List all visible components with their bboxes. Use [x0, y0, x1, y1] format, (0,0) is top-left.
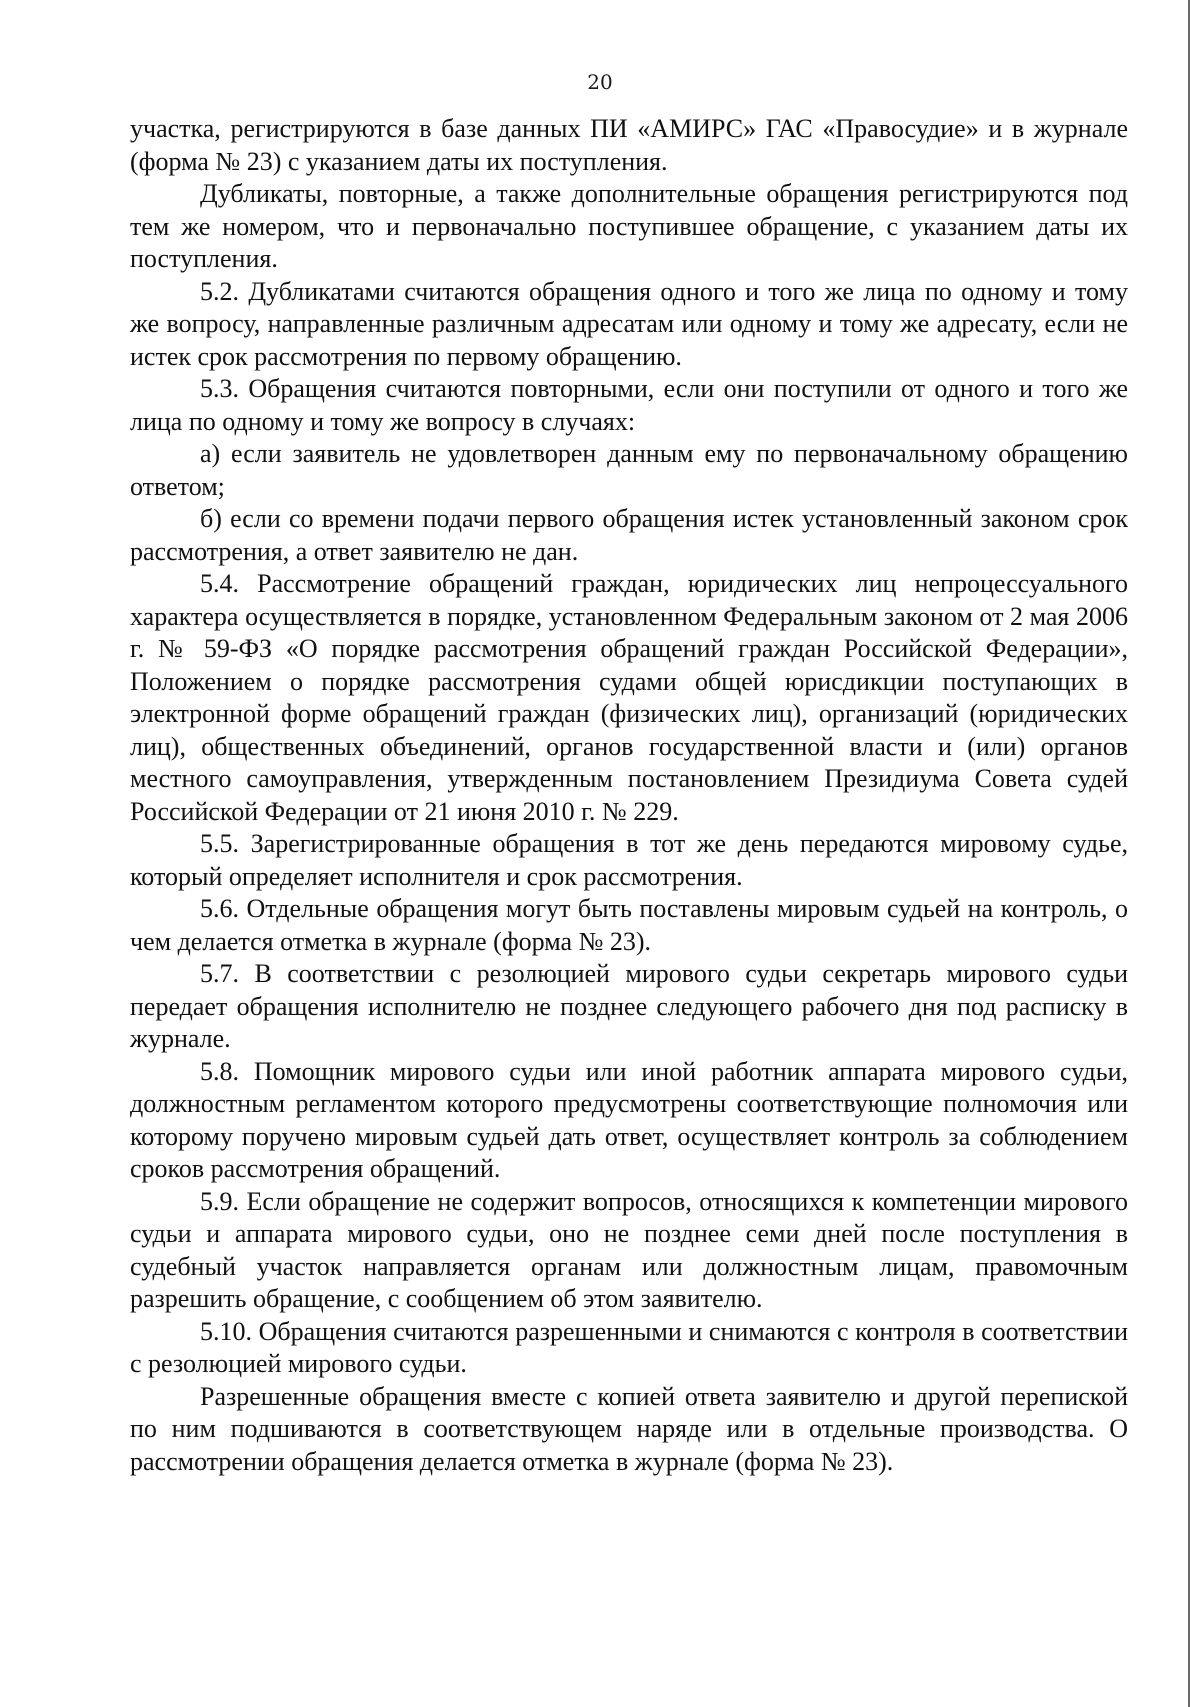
paragraph-5-2: 5.2. Дубликатами считаются обращения одного и того же лица по одному и тому же вопросу, направленные различным адресатам или одному и тому же адресату, если не истек срок рассмотрения по первому обращению. [130, 276, 1128, 371]
paragraph-5-3: 5.3. Обращения считаются повторными, если они поступили от одного и того же лица по одному и тому же вопросу в случаях: [130, 374, 1128, 436]
page-number: 20 [587, 70, 613, 94]
scan-edge [1188, 0, 1190, 1707]
paragraph-5-5: 5.5. Зарегистрированные обращения в тот же день передаются мировому судье, который определяет исполнителя и срок рассмотрения. [130, 829, 1128, 891]
paragraph-continuation: участка, регистрируются в базе данных ПИ «АМИРС» ГАС «Правосудие» и в журнале (форма № 23) с указанием даты их поступления. [130, 114, 1128, 176]
paragraph-5-8: 5.8. Помощник мирового судьи или иной работник аппарата мирового судьи, должностным регламентом которого предусмотрены соответствующие полномочия или которому поручено мировым судьей дать ответ, осуществляет контроль за соблюдением сроков рассмотрения обращений. [130, 1056, 1128, 1183]
paragraph-5-3-a: а) если заявитель не удовлетворен данным ему по первоначальному обращению ответом; [130, 439, 1128, 501]
paragraph-5-9: 5.9. Если обращение не содержит вопросов, относящихся к компетенции мирового судьи и аппарата мирового судьи, оно не позднее семи дней после поступления в судебный участок направляется органам или должностным лицам, правомочным разрешить обращение, с сообщением об этом заявителю. [130, 1186, 1128, 1313]
paragraph-resolved-appeals: Разрешенные обращения вместе с копией ответа заявителю и другой перепиской по ним подшиваются в соответствующем наряде или в отдельные производства. О рассмотрении обращения делается отметка в журнале (форма № 23). [130, 1381, 1128, 1476]
document-body [130, 113, 1128, 1478]
paragraph-5-7: 5.7. В соответствии с резолюцией мирового судьи секретарь мирового судьи передает обращения исполнителю не позднее следующего рабочего дня под расписку в журнале. [130, 959, 1128, 1053]
paragraph-5-3-b: б) если со времени подачи первого обращения истек установленный законом срок рассмотрения, а ответ заявителю не дан. [130, 504, 1128, 566]
paragraph-duplicates-registration: Дубликаты, повторные, а также дополнительные обращения регистрируются под тем же номером, что и первоначально поступившее обращение, с указанием даты их поступления. [130, 179, 1128, 273]
paragraph-5-10: 5.10. Обращения считаются разрешенными и снимаются с контроля в соответствии с резолюцией мирового судьи. [130, 1316, 1128, 1378]
paragraph-5-6: 5.6. Отдельные обращения могут быть поставлены мировым судьей на контроль, о чем делается отметка в журнале (форма № 23). [130, 894, 1128, 956]
paragraph-5-4: 5.4. Рассмотрение обращений граждан, юридических лиц непроцессуального характера осуществляется в порядке, установленном Федеральным законом от 2 мая 2006 г. № 59-ФЗ «О порядке рассмотрения обращений граждан Российской Федерации», Положением о порядке рассмотрения судами общей юрисдикции поступающих в электронной форме обращений граждан (физических лиц), организаций (юридических лиц), общественных объединений, органов государственной власти и (или) органов местного самоуправления, утвержденным постановлением Президиума Совета судей Российской Федерации от 21 июня 2010 г. № 229. [130, 569, 1128, 826]
